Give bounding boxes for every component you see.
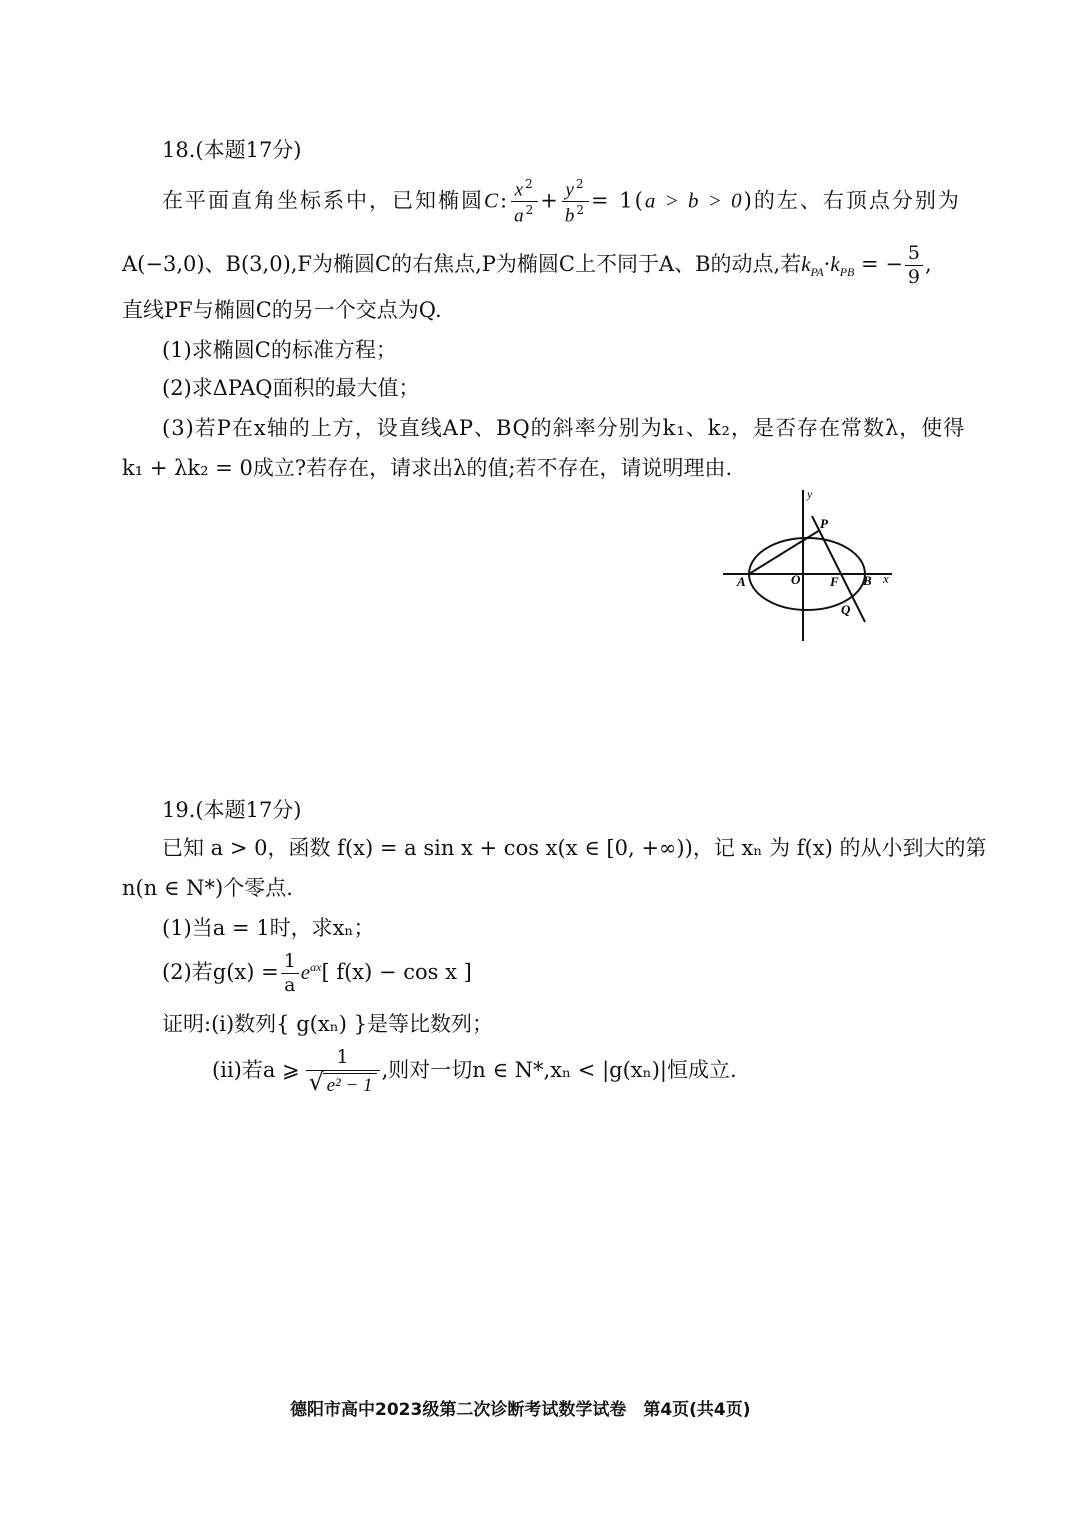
q18-header: 18.(本题17分) [162,138,302,162]
q18-l1-c: C [484,188,501,213]
q18-line-1 [162,178,961,226]
q18-line-3: 直线PF与椭圆C的另一个交点为Q. [122,298,442,322]
q18-part-1: (1)求椭圆C的标准方程； [162,338,397,362]
page-footer: 德阳市高中2023级第二次诊断考试数学试卷 第4页(共4页) [290,1400,751,1420]
fraction-y2-b2: $\frac{y^2}{b^2}$ [562,178,589,226]
q18-part-2: (2)求ΔPAQ面积的最大值； [162,376,420,400]
label-a: A [737,574,746,589]
label-b: B [863,573,872,588]
q18-l1-tail: 的左、右顶点分别为 [753,188,961,213]
q19-part-2: (2)若g(x) = $\frac{1}{a}$ $e^{ax}$[ f(x) − cos x ] [162,950,472,996]
q18-l1-eq: = 1( [590,188,645,213]
fraction-sqrt: 1 √ e² − 1 [306,1048,380,1095]
fraction-5-9: $\frac{5}{9}$ [905,244,923,287]
q18-l1-text: 在平面直角坐标系中，已知椭圆 [162,188,484,213]
q18-line-2: A(−3,0)、B(3,0),F为椭圆C的右焦点,P为椭圆C上不同于A、B的动点,若$k_{PA}\cdot k_{PB}$ = − $\frac{5}{9}$ , [122,242,932,288]
ellipse-figure [720,486,920,646]
q18-l1-cond: a > b > 0 [644,188,744,213]
label-p: P [820,516,828,531]
sqrt-e2-minus-1: √ e² − 1 [309,1073,377,1095]
q19-part-1: (1)当a = 1时，求xₙ； [162,916,375,940]
label-x: x [883,571,889,586]
label-o: O [791,572,801,587]
q18-l1-plus: + [540,188,560,213]
q18-l1-close: ) [743,188,754,213]
q19-line-2: n(n ∈ N*)个零点. [122,876,293,900]
q18-part-3-line-1: (3)若P在x轴的上方，设直线AP、BQ的斜率分别为k₁、k₂，是否存在常数λ，使得 [162,416,966,440]
q18-l2-text: A(−3,0)、B(3,0),F为椭圆C的右焦点,P为椭圆C上不同于A、B的动点,若 [122,252,802,276]
fraction-x2-a2: $\frac{x^2}{a^2}$ [511,178,538,226]
label-f: F [830,574,839,589]
q19-header: 19.(本题17分) [162,798,302,822]
q19-proof: 证明:(ⅰ)数列{ g(xₙ) }是等比数列； [162,1012,494,1036]
line-pq [812,516,865,622]
label-q: Q [841,602,851,617]
label-y: y [807,487,813,501]
q18-l1-colon: : [500,188,510,213]
q18-part-3-line-2: k₁ + λk₂ = 0成立?若存在，请求出λ的值;若不存在，请说明理由. [122,456,733,480]
fraction-1-a: $\frac{1}{a}$ [281,952,299,995]
q19-part-2-ii: (ⅱ)若a ⩾ 1 √ e² − 1 ,则对一切n ∈ N*,xₙ < |g(xₙ)|恒成立. [212,1046,737,1096]
q19-line-1: 已知 a > 0，函数 f(x) = a sin x + cos x(x ∈ [0, +∞))，记 xₙ 为 f(x) 的从小到大的第 [162,836,987,860]
